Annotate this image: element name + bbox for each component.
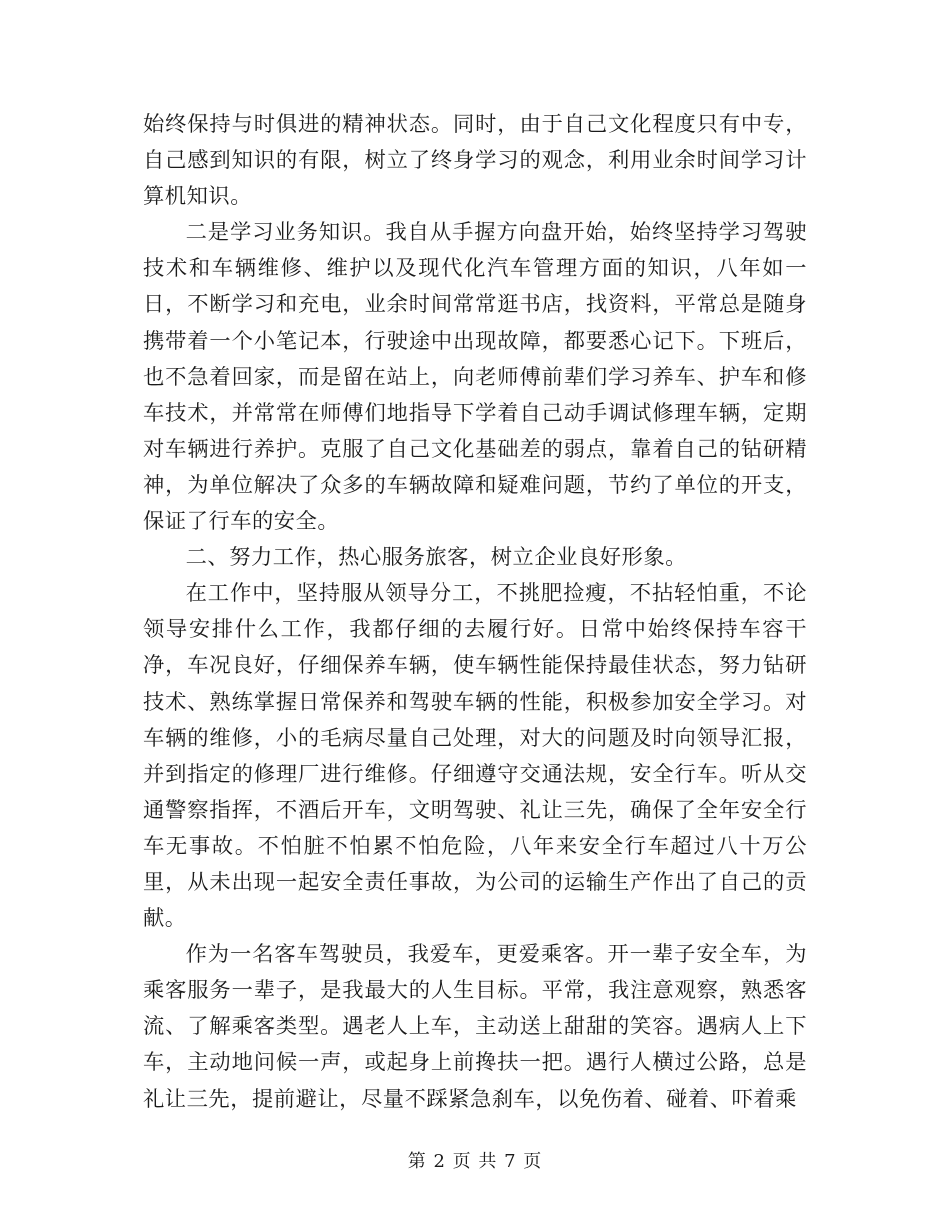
section-heading: 二、努力工作，热心服务旅客，树立企业良好形象。 xyxy=(185,545,687,571)
paragraph-4: 作为一名客车驾驶员，我爱车，更爱乘客。开一辈子安全车，为乘客服务一辈子，是我最大的人生目标。平常，我注意观察，熟悉客流、了解乘客类型。遇老人上车，主动送上甜甜的笑容。遇病人上下车，主动地问候一声，或起身上前搀扶一把。遇行人横过公路，总是礼让三先，提前避让，尽量不踩紧急刹车，以免伤着、碰着、吓着乘 xyxy=(143,942,807,1112)
document-body xyxy=(143,107,807,1118)
page-number-footer: 第 2 页 共 7 页 xyxy=(407,1151,543,1172)
paragraph-1: 始终保持与时俱进的精神状态。同时，由于自己文化程度只有中专，自己感到知识的有限，树立了终身学习的观念，利用业余时间学习计算机知识。 xyxy=(143,112,807,210)
paragraph-3: 在工作中，坚持服从领导分工，不挑肥捡瘦，不拈轻怕重，不论领导安排什么工作，我都仔细的去履行好。日常中始终保持车容干净，车况良好，仔细保养车辆，使车辆性能保持最佳状态，努力钻研技术、熟练掌握日常保养和驾驶车辆的性能，积极参加安全学习。对车辆的维修，小的毛病尽量自己处理，对大的问题及时向领导汇报，并到指定的修理厂进行维修。仔细遵守交通法规，安全行车。听从交通警察指挥，不酒后开车，文明驾驶、礼让三先，确保了全年安全行车无事故。不怕脏不怕累不怕危险，八年来安全行车超过八十万公里，从未出现一起安全责任事故，为公司的运输生产作出了自己的贡献。 xyxy=(143,581,807,932)
paragraph-2: 二是学习业务知识。我自从手握方向盘开始，始终坚持学习驾驶技术和车辆维修、维护以及现代化汽车管理方面的知识，八年如一日，不断学习和充电，业余时间常常逛书店，找资料，平常总是随身携带着一个小笔记本，行驶途中出现故障，都要悉心记下。下班后，也不急着回家，而是留在站上，向老师傅前辈们学习养车、护车和修车技术，并常常在师傅们地指导下学着自己动手调试修理车辆，定期对车辆进行养护。克服了自己文化基础差的弱点，靠着自己的钻研精神，为单位解决了众多的车辆故障和疑难问题，节约了单位的开支，保证了行车的安全。 xyxy=(143,220,807,535)
